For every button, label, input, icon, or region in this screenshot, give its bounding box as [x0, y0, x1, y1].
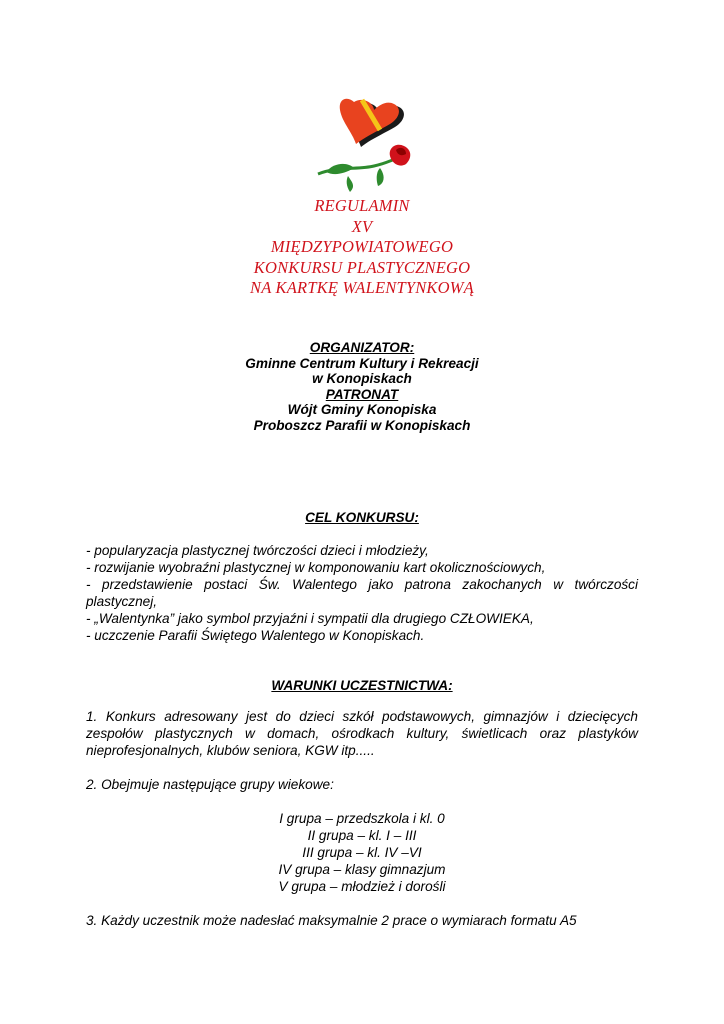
organizer-name-line1: Gminne Centrum Kultury i Rekreacji	[245, 355, 479, 371]
goal-item: - rozwijanie wyobraźni plastycznej w komponowaniu kart okolicznościowych,	[86, 560, 546, 575]
leaf-1	[326, 164, 354, 174]
goal-item: - uczczenie Parafii Świętego Walentego w Konopiskach.	[86, 628, 425, 643]
condition-point-3: 3. Każdy uczestnik może nadesłać maksymalnie 2 prace o wymiarach formatu A5	[86, 913, 577, 928]
age-groups-list	[0, 810, 724, 895]
leaf-2	[347, 176, 353, 192]
goals-heading: CEL KONKURSU:	[305, 510, 419, 525]
goal-item: - „Walentynka” jako symbol przyjaźni i sympatii dla drugiego CZŁOWIEKA,	[86, 611, 534, 626]
title-line: NA KARTKĘ WALENTYNKOWĄ	[250, 278, 474, 297]
title-line: MIĘDZYPOWIATOWEGO	[270, 237, 454, 256]
title-line: XV	[351, 216, 373, 236]
conditions-heading: WARUNKI UCZESTNICTWA:	[271, 678, 453, 693]
heart-rose-logo	[308, 96, 420, 196]
regulation-title	[0, 196, 724, 299]
title-line: REGULAMIN	[314, 196, 410, 215]
goals-list	[86, 542, 638, 644]
organizer-name-line2: w Konopiskach	[312, 371, 412, 387]
patron-line2: Proboszcz Parafii w Konopiskach	[253, 417, 471, 433]
organizer-section	[0, 340, 724, 434]
rose-bud	[390, 145, 411, 166]
age-group-item: II grupa – kl. I – III	[307, 828, 417, 843]
age-group-item: IV grupa – klasy gimnazjum	[278, 862, 446, 877]
condition-point-2: 2. Obejmuje następujące grupy wiekowe:	[86, 777, 334, 792]
age-group-item: I grupa – przedszkola i kl. 0	[279, 811, 445, 826]
age-group-item: V grupa – młodzież i dorośli	[278, 879, 446, 894]
leaf-3	[377, 168, 384, 186]
age-group-item: III grupa – kl. IV –VI	[302, 845, 422, 860]
organizer-heading: ORGANIZATOR:	[309, 340, 415, 355]
title-line: KONKURSU PLASTYCZNEGO	[253, 257, 471, 277]
goal-item: - przedstawienie postaci Św. Walentego jako patrona zakochanych w twórczości plastycznej,	[86, 577, 638, 609]
patron-line1: Wójt Gminy Konopiska	[287, 402, 437, 418]
patron-heading: PATRONAT	[325, 386, 399, 402]
condition-point-1: 1. Konkurs adresowany jest do dzieci szkół podstawowych, gimnazjów i dziecięcych zespołów plastycznych w domach, ośrodkach kultury, świetlicach oraz plastyków nieprofesjonalnych, klubów seniora, KGW itp.....	[86, 709, 638, 758]
goal-item: - popularyzacja plastycznej twórczości dzieci i młodzieży,	[86, 543, 429, 558]
